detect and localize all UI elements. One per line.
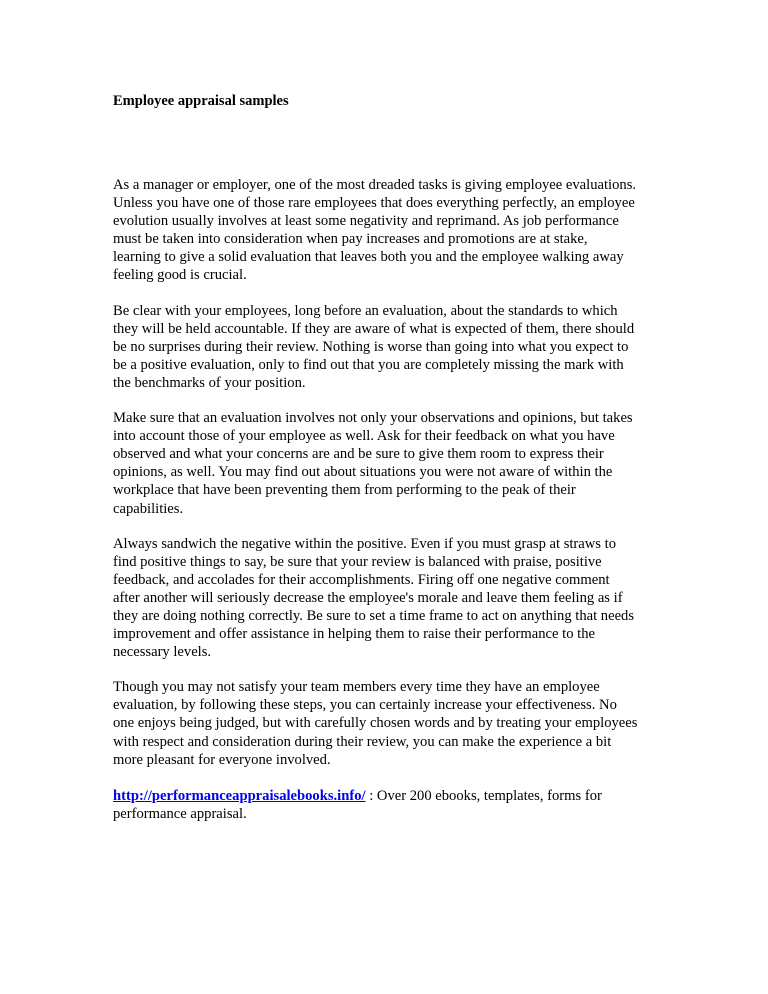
paragraph-line: workplace that have been preventing them from performing to the peak of their (113, 482, 576, 499)
document-title: Employee appraisal samples (113, 93, 289, 109)
paragraph-line: after another will seriously decrease the employee's morale and leave them feeling as if (113, 589, 623, 606)
paragraph-line: necessary levels. (113, 644, 212, 661)
paragraph-line: be no surprises during their review. Nothing is worse than going into what you expect to (113, 338, 629, 355)
document-body (113, 176, 661, 786)
paragraph-line: Make sure that an evaluation involves not only your observations and opinions, but takes (113, 410, 633, 427)
paragraph-line: learning to give a solid evaluation that leaves both you and the employee walking away (113, 249, 624, 266)
paragraph-line: they are doing nothing correctly. Be sure to set a time frame to act on anything that needs (113, 607, 635, 624)
paragraph-line: into account those of your employee as well. Ask for their feedback on what you have (113, 428, 615, 445)
footer-text: : Over 200 ebooks, templates, forms for (365, 788, 602, 804)
paragraph-line: evaluation, by following these steps, you can certainly increase your effectiveness. No (113, 697, 617, 714)
ebooks-link[interactable]: http://performanceappraisalebooks.info/ (113, 788, 366, 804)
footer-line-1 (113, 787, 602, 805)
paragraph-3 (113, 409, 661, 518)
paragraph-line: one enjoys being judged, but with carefully chosen words and by treating your employees (113, 715, 638, 732)
paragraph-line: be a positive evaluation, only to find out that you are completely missing the mark with (113, 356, 624, 373)
paragraph-line: Be clear with your employees, long before an evaluation, about the standards to which (113, 302, 618, 319)
paragraph-line: As a manager or employer, one of the most dreaded tasks is giving employee evaluations. (113, 177, 637, 193)
paragraph-line: the benchmarks of your position. (113, 374, 306, 391)
paragraph-line: improvement and offer assistance in helping them to raise their performance to the (113, 626, 595, 643)
paragraph-line: find positive things to say, be sure that your review is balanced with praise, positive (113, 553, 602, 570)
paragraph-line: Though you may not satisfy your team members every time they have an employee (113, 679, 600, 696)
paragraph-line: observed and what your concerns are and be sure to give them room to express their (113, 446, 604, 463)
paragraph-line: evolution usually involves at least some negativity and reprimand. As job performance (113, 213, 619, 230)
paragraph-line: Unless you have one of those rare employees that does everything perfectly, an employee (113, 195, 635, 212)
paragraph-line: must be taken into consideration when pay increases and promotions are at stake, (113, 231, 588, 248)
paragraph-line: more pleasant for everyone involved. (113, 751, 331, 768)
paragraph-line: opinions, as well. You may find out about situations you were not aware of within the (113, 464, 613, 481)
paragraph-line: feeling good is crucial. (113, 267, 247, 284)
paragraph-line: Always sandwich the negative within the positive. Even if you must grasp at straws to (113, 535, 616, 552)
paragraph-5 (113, 678, 661, 768)
paragraph-4 (113, 535, 661, 662)
footer-line-2: performance appraisal. (113, 806, 247, 823)
paragraph-line: capabilities. (113, 500, 184, 517)
paragraph-line: feedback, and accolades for their accomplishments. Firing off one negative comment (113, 571, 610, 588)
footer-reference (113, 787, 602, 823)
paragraph-line: with respect and consideration during their review, you can make the experience a bit (113, 733, 612, 750)
paragraph-line: they will be held accountable. If they are aware of what is expected of them, there should (113, 320, 635, 337)
paragraph-2 (113, 302, 661, 392)
paragraph-1 (113, 176, 661, 285)
